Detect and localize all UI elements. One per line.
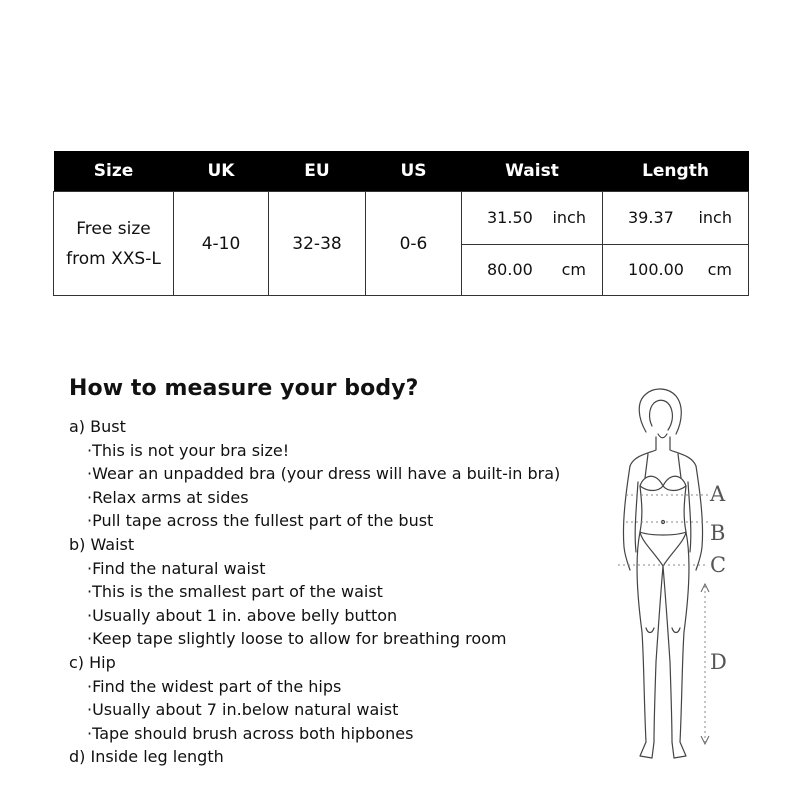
header-length: Length — [603, 151, 749, 192]
waist-inch-value: 31.50 — [487, 208, 533, 227]
guide-bullet: ·This is not your bra size! — [87, 440, 290, 460]
body-outline — [623, 389, 702, 758]
waist-inch-cell — [462, 192, 603, 245]
guide-bullet: ·Pull tape across the fullest part of the bust — [87, 511, 434, 531]
table-header-row — [54, 151, 749, 192]
length-inch-cell — [603, 192, 749, 245]
guide-title: How to measure your body? — [69, 376, 419, 401]
waist-cm-cell — [462, 245, 603, 296]
guide-bullet: ·Find the natural waist — [87, 558, 266, 578]
measurement-lines — [618, 495, 708, 742]
length-cm-cell — [603, 245, 749, 296]
guide-instructions — [69, 415, 560, 769]
guide-section-heading: d) Inside leg length — [69, 747, 224, 767]
size-cell — [54, 192, 174, 296]
waist-cm-unit: cm — [561, 260, 586, 279]
waist-inch-unit: inch — [552, 208, 586, 227]
label-d: D — [710, 650, 727, 674]
header-eu: EU — [269, 151, 366, 192]
eu-cell: 32-38 — [269, 192, 366, 296]
header-waist: Waist — [462, 151, 603, 192]
header-size: Size — [54, 151, 174, 192]
guide-bullet: ·This is the smallest part of the waist — [87, 582, 383, 602]
us-cell: 0-6 — [366, 192, 462, 296]
size-chart-table — [53, 151, 749, 296]
size-line-2: from XXS-L — [66, 248, 161, 269]
uk-cell: 4-10 — [174, 192, 269, 296]
length-inch-unit: inch — [698, 208, 732, 227]
guide-bullet: ·Relax arms at sides — [87, 487, 249, 507]
guide-bullet: ·Wear an unpadded bra (your dress will have a built-in bra) — [87, 464, 561, 484]
guide-bullet: ·Usually about 7 in.below natural waist — [87, 700, 399, 720]
body-measurement-figure — [588, 382, 748, 782]
length-inch-value: 39.37 — [628, 208, 674, 227]
length-cm-value: 100.00 — [628, 260, 684, 279]
header-us: US — [366, 151, 462, 192]
length-cm-unit: cm — [707, 260, 732, 279]
guide-bullet: ·Usually about 1 in. above belly button — [87, 605, 398, 625]
size-line-1: Free size — [76, 218, 151, 239]
header-uk: UK — [174, 151, 269, 192]
label-b: B — [710, 521, 726, 545]
waist-cm-value: 80.00 — [487, 260, 533, 279]
guide-bullet: ·Find the widest part of the hips — [87, 676, 342, 696]
table-row — [54, 192, 749, 245]
guide-section-heading: a) Bust — [69, 417, 126, 436]
guide-section-heading: b) Waist — [69, 534, 135, 554]
guide-section-heading: c) Hip — [69, 652, 116, 672]
guide-bullet: ·Keep tape slightly loose to allow for breathing room — [87, 629, 507, 649]
label-a: A — [710, 482, 726, 506]
label-c: C — [710, 553, 727, 577]
guide-bullet: ·Tape should brush across both hipbones — [87, 723, 414, 743]
